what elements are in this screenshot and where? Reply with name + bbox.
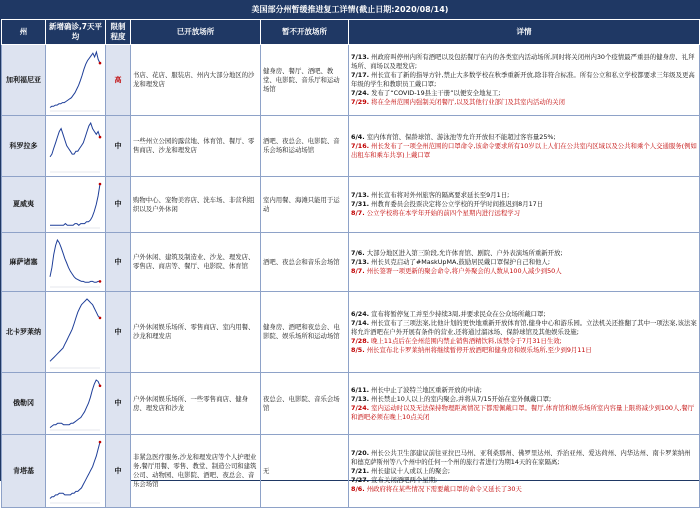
header-detail: 详情 [349,20,700,45]
detail-text: 州长禁止10人以上的室内聚会,并将从7/15开始在室外佩戴口罩; [371,394,552,403]
trend-line [50,184,100,225]
table-row [2,435,700,508]
detail-entry [351,467,697,476]
header-state: 州 [2,20,46,45]
state-name: 北卡罗莱纳 [2,292,46,373]
detail-entry [351,337,697,346]
trend-chart [46,45,106,116]
detail-text: 州长宣布了新的指导方针,禁止大多数学校在秋季重新开放,除非符合标准。所有公立和私立学校都要求三年级及更高年级的学生和教职员工戴口罩; [351,71,695,88]
trend-chart [46,177,106,233]
detail-text: 室内运动时以及无法保持物理距离情况下都需佩戴口罩。餐厅,体育馆和娱乐场所室内容量上限将减少到100人,餐厅和酒吧必须在晚上10点关闭 [351,403,695,421]
opened-venues: 户外休闲娱乐场所、一些零售商店、健身房、理发店和沙龙 [131,373,261,435]
detail-date: 7/27. [351,475,370,484]
detail-entry [351,191,697,200]
detail-date: 7/13. [351,257,370,266]
detail-entry [351,142,697,160]
detail-text: 州政府叫停州内所有酒吧以及包括餐厅在内的各类室内活动场所,同时将关闭州内30个疫情最严重县的健身房、礼拜场所、商场以及理发店; [351,53,695,70]
state-name: 夏威夷 [2,177,46,233]
restriction-level: 中 [106,177,131,233]
trend-chart-svg [46,374,104,434]
detail-text: 宣布将暂停复工并至少持续3周,并要求民众在公众场所戴口罩; [371,309,546,318]
restriction-level: 中 [106,116,131,177]
state-name: 麻萨诸塞 [2,233,46,292]
table-row [2,177,700,233]
detail-text: 州长宣布北卡罗莱纳州将继续暂停开放酒吧和健身房和娱乐场所,至少到9月11日 [366,345,592,354]
table-row [2,373,700,435]
trend-chart [46,373,106,435]
opened-venues: 购物中心、宠物美容店、洗车场、非营利组织以及户外休闲 [131,177,261,233]
detail-entry [351,476,697,485]
paused-venues: 健身房、酒吧和夜总会、电影院、娱乐场所和运动场馆 [261,292,349,373]
detail-entry [351,209,697,218]
detail-entry [351,395,697,404]
detail-entry [351,98,697,107]
detail-text: 州长宣布了三项法案,比他计划的更快地重新开放体育馆,健身中心和游乐园。立法机关还推翻了其中一项法案,该法案将允许酒吧在户外开展有条件的营业,还将通过溜冰场、保龄球馆及其他娱乐设施; [351,318,697,336]
detail-entry [351,319,697,337]
restriction-level: 中 [106,373,131,435]
detail-entry [351,200,697,209]
trend-chart-svg [46,436,104,507]
paused-venues: 酒吧、夜总会和音乐会场馆 [261,233,349,292]
detail-cell [349,373,700,435]
trend-last-point [99,384,102,387]
detail-entry [351,310,697,319]
detail-date: 8/7. [351,266,365,275]
restriction-level: 中 [106,435,131,508]
trend-chart-svg [46,117,104,176]
detail-text: 州长贝克启动了#MaskUpMA,鼓励居民戴口罩保护自己和他人; [371,257,550,266]
detail-date: 7/13. [351,394,370,403]
detail-text: 州长公共卫生部建议前往亚拉巴马州、亚利桑那州、佛罗里达州、乔治亚州、爱达荷州、内华达州、南卡罗莱纳州和德克萨斯州等八个州中的任何一个州的旅行者进行为期14天的在家隔离; [351,448,691,466]
detail-date: 8/5. [351,345,365,354]
detail-text: 宣布关闭酒吧两个星期; [371,475,438,484]
paused-venues: 酒吧、夜总会、电影院、音乐会场和运动场馆 [261,116,349,177]
detail-date: 7/28. [351,336,370,345]
detail-date: 7/20. [351,448,370,457]
detail-entry [351,53,697,71]
detail-text: 公立学校将在本学年开始的前四个星期内进行远程学习 [366,209,521,217]
trend-chart [46,435,106,508]
trend-last-point [99,280,102,283]
detail-cell [349,233,700,292]
header-opened: 已开放场所 [131,20,261,45]
detail-entry [351,89,697,98]
detail-date: 8/6. [351,484,365,493]
state-name: 科罗拉多 [2,116,46,177]
status-table [1,19,700,508]
table-row [2,233,700,292]
detail-entry [351,133,697,142]
trend-last-point [99,440,102,443]
table-row [2,45,700,116]
trend-chart [46,116,106,177]
trend-last-point [99,61,102,64]
detail-text: 州长建议十人或以上的聚会; [371,466,450,475]
state-name: 俄勒冈 [2,373,46,435]
state-name: 加利福尼亚 [2,45,46,116]
detail-cell [349,177,700,233]
detail-entry [351,404,697,422]
trend-chart [46,292,106,373]
trend-last-point [99,182,102,185]
detail-text: 州教育委员会投票决定将公立学校的开学时间推迟到8月17日 [371,200,544,208]
header-paused: 暂不开放场所 [261,20,349,45]
detail-entry [351,249,697,258]
trend-line [50,123,100,157]
detail-date: 7/14. [351,318,370,327]
trend-line [50,240,100,282]
detail-date: 7/6. [351,248,365,257]
opened-venues: 书店、花店、服装店、州内大部分地区的沙龙和理发店 [131,45,261,116]
trend-line [50,442,100,499]
detail-date: 7/24. [351,89,370,97]
detail-date: 6/24. [351,309,370,318]
detail-date: 7/29. [351,98,370,106]
trend-line [50,52,100,108]
detail-text: 州长中止了波特兰地区重新开放的申请; [371,385,482,394]
trend-line [50,299,100,361]
trend-last-point [99,316,102,319]
detail-date: 8/7. [351,209,365,217]
state-name: 肯塔基 [2,435,46,508]
detail-entry [351,485,697,494]
detail-date: 6/4. [351,132,365,141]
paused-venues: 健身房、餐厅、酒吧、教堂、电影院、音乐厅和运动场馆 [261,45,349,116]
detail-text: 晚上11点后在全州范围内禁止销售酒精饮料,该禁令于7月31日生效; [371,336,562,345]
detail-text: 州政府将在某些情况下需要戴口罩的命令又延长了30天 [366,484,522,493]
detail-date: 7/31. [351,200,370,208]
detail-entry [351,346,697,355]
trend-chart [46,233,106,292]
opened-venues: 非紧急医疗服务,沙龙和理发店等个人护理业务,餐厅用餐、零售、教堂、制造公司和建筑公司、动物园、电影院、酒吧、夜总会、音乐会场馆 [131,435,261,508]
header-level: 限制程度 [106,20,131,45]
paused-venues: 无 [261,435,349,508]
trend-chart-svg [46,234,104,291]
trend-chart-svg [46,46,104,115]
detail-date: 7/24. [351,403,370,412]
detail-cell [349,116,700,177]
detail-cell [349,45,700,116]
detail-text: 将在全州范围内强制关闭餐厅,以及其他行业部门及其室内活动的关闭 [371,98,565,106]
detail-text: 州长签署一项更新的聚会命令,将户外聚会的人数从100人减少到50人 [366,266,562,275]
detail-date: 7/21. [351,466,370,475]
restriction-level: 中 [106,292,131,373]
detail-date: 6/11. [351,385,370,394]
opened-venues: 户外休闲、建筑及制造业、沙龙、理发店、零售店、商店等、餐厅、电影院、体育馆 [131,233,261,292]
detail-cell [349,292,700,373]
trend-last-point [99,135,102,138]
detail-text: 州长宣布将对外州旅客的隔离要求延长至9月1日; [371,191,510,199]
detail-date: 7/13. [351,191,370,199]
table-header [2,20,700,45]
detail-cell [349,435,700,508]
table-row [2,116,700,177]
report-title: 美国部分州暂缓推进复工详情(截止日期:2020/08/14) [1,1,699,19]
opened-venues: 一些州立公园的露营地、体育馆、餐厅、零售商店、沙龙和理发店 [131,116,261,177]
opened-venues: 户外休闲娱乐场所、零售商店、室内用餐、沙龙和理发店 [131,292,261,373]
detail-text: 室内体育馆、保龄球馆、游泳池等允许开放但不能超过客容量25%; [366,132,556,141]
detail-entry [351,449,697,467]
restriction-level: 高 [106,45,131,116]
paused-venues: 夜总会、电影院、音乐会场馆 [261,373,349,435]
detail-entry [351,386,697,395]
detail-entry [351,258,697,267]
detail-date: 7/13. [351,53,370,61]
trend-chart-svg [46,178,104,232]
table-row [2,292,700,373]
trend-line [50,380,100,428]
detail-entry [351,71,697,89]
trend-chart-svg [46,293,104,372]
paused-venues: 室内用餐、海滩只能用于运动 [261,177,349,233]
detail-text: 州长发布了一项全州范围的口罩命令,该命令要求所有10岁以上人们在公共室内区域以及公共和乘个人交通服务(例如出租车和乘车共享)上戴口罩 [351,141,697,159]
header-trend: 新增确诊,7天平均 [46,20,106,45]
detail-text: 发布了“COVID-19县主干册”以便安全地复工; [371,89,501,97]
detail-date: 7/16. [351,141,370,150]
detail-entry [351,267,697,276]
restriction-level: 中 [106,233,131,292]
detail-date: 7/17. [351,71,370,79]
detail-text: 大部分地区进入第三阶段,允许体育馆、剧院、户外表演场所重新开放; [366,248,563,257]
